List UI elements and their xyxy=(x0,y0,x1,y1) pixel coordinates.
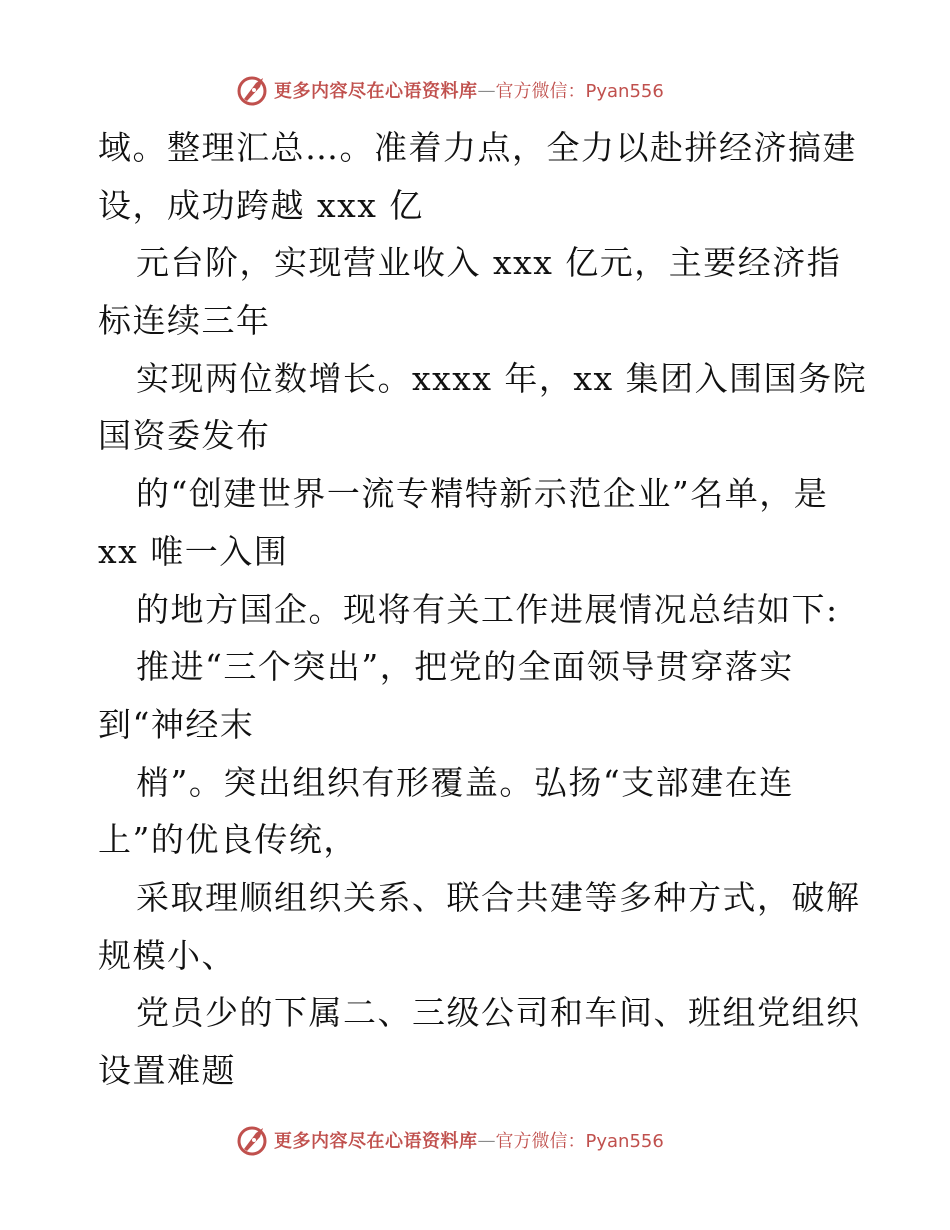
watermark-main-text: 更多内容尽在心语资料库 xyxy=(274,81,478,102)
footer-watermark xyxy=(236,1123,664,1157)
text-line: 的地方国企。现将有关工作进展情况总结如下: xyxy=(136,589,839,629)
text-line: 标连续三年 xyxy=(98,301,271,341)
text-line: xx 唯一入围 xyxy=(98,531,289,571)
watermark-wechat-text: 官方微信：Pyan556 xyxy=(495,81,664,102)
text-line: 设，成功跨越 xxx 亿 xyxy=(98,185,424,225)
text-line: 的“创建世界一流专精特新示范企业”名单，是 xyxy=(136,474,829,514)
text-line: 设置难题 xyxy=(98,1051,236,1090)
watermark-wechat-text: 官方微信：Pyan556 xyxy=(495,1131,664,1152)
header-watermark xyxy=(236,73,664,107)
text-line: 党员少的下属二、三级公司和车间、班组党组织 xyxy=(136,993,861,1033)
text-line: 到“神经末 xyxy=(98,704,255,744)
text-line: 推进“三个突出”，把党的全面领导贯穿落实 xyxy=(136,647,794,687)
text-line: 上”的优良传统， xyxy=(98,820,358,860)
text-line: 国资委发布 xyxy=(98,416,271,456)
text-line: 规模小、 xyxy=(98,935,236,975)
text-line: 域。整理汇总…。准着力点，全力以赴拼经济搞建 xyxy=(98,128,857,167)
text-line: 元台阶，实现营业收入 xxx 亿元，主要经济指 xyxy=(136,243,842,283)
pen-nib-circle-icon xyxy=(236,1123,270,1157)
text-line: 实现两位数增长。xxxx 年，xx 集团入围国务院 xyxy=(136,358,868,398)
pen-nib-circle-icon xyxy=(236,73,270,107)
watermark-separator: — xyxy=(477,79,496,101)
watermark-separator: — xyxy=(477,1129,496,1151)
document-body xyxy=(98,119,868,1100)
text-line: 采取理顺组织关系、联合共建等多种方式，破解 xyxy=(136,877,861,917)
text-line: 梢”。突出组织有形覆盖。弘扬“支部建在连 xyxy=(136,762,794,802)
watermark-main-text: 更多内容尽在心语资料库 xyxy=(274,1131,478,1152)
